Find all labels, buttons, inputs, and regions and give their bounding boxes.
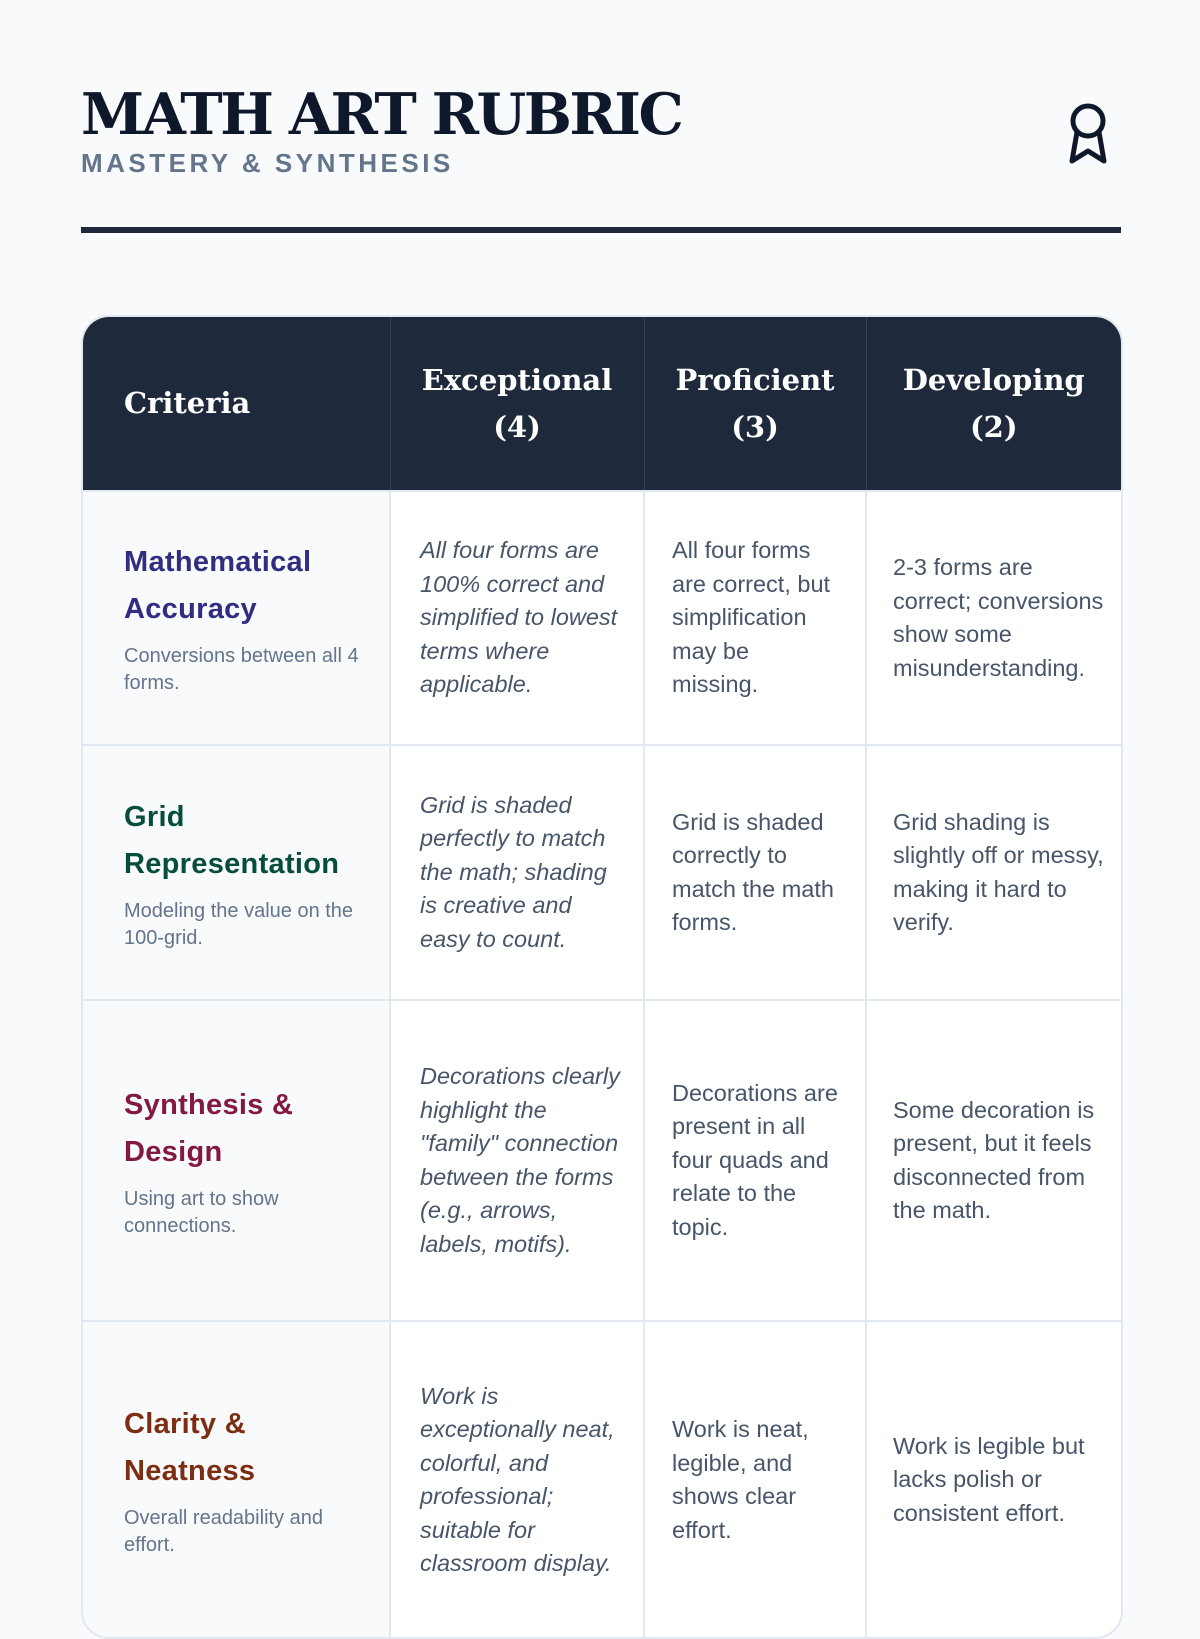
criteria-description: Modeling the value on the 100-grid. [124,899,354,949]
proficient-cell: All four forms are correct, but simplification may be missing. [644,491,866,745]
header-proficient: Proficient (3) [644,317,866,491]
exceptional-cell: Grid is shaded perfectly to match the math; shading is creative and easy to count. [390,745,644,1000]
exceptional-cell: Work is exceptionally neat, colorful, and professional; suitable for classroom display. [390,1321,644,1638]
proficient-cell: Grid is shaded correctly to match the math forms. [644,745,866,1000]
criteria-description: Overall readability and effort. [124,1507,323,1556]
header-criteria: Criteria [83,317,390,491]
exceptional-cell: All four forms are 100% correct and simplified to lowest terms where applicable. [390,491,644,745]
criteria-description: Using art to show connections. [124,1187,279,1237]
proficient-cell: Work is neat, legible, and shows clear effort. [644,1321,866,1638]
award-ribbon-icon [1064,101,1112,167]
criteria-description: Conversions between all 4 forms. [124,645,359,694]
developing-cell: Work is legible but lacks polish or consistent effort. [866,1321,1121,1638]
table-header-row [83,317,1121,491]
criteria-cell [83,1000,390,1321]
criteria-title: Mathematical Accuracy [124,546,312,625]
criteria-cell [83,745,390,1000]
rubric-table [83,317,1121,1638]
page-header [81,81,1121,179]
rubric-table-container [81,315,1123,1639]
table-row [83,1000,1121,1321]
proficient-cell: Decorations are present in all four quads and relate to the topic. [644,1000,866,1321]
header-divider [81,227,1121,233]
criteria-title: Synthesis & Design [124,1088,294,1168]
header-developing: Developing (2) [866,317,1121,491]
exceptional-cell: Decorations clearly highlight the "family" connection between the forms (e.g., arrows, labels, motifs). [390,1000,644,1321]
developing-cell: 2-3 forms are correct; conversions show some misunderstanding. [866,491,1121,745]
criteria-cell [83,1321,390,1638]
table-row [83,1321,1121,1638]
page-title: MATH ART RUBRIC [81,81,682,148]
developing-cell: Grid shading is slightly off or messy, making it hard to verify. [866,745,1121,1000]
header-exceptional: Exceptional (4) [390,317,644,491]
page-subtitle: MASTERY & SYNTHESIS [81,148,454,178]
criteria-cell [83,491,390,745]
criteria-title: Grid Representation [124,800,340,880]
developing-cell: Some decoration is present, but it feels disconnected from the math. [866,1000,1121,1321]
table-row [83,491,1121,745]
table-row [83,745,1121,1000]
criteria-title: Clarity & Neatness [124,1408,256,1487]
